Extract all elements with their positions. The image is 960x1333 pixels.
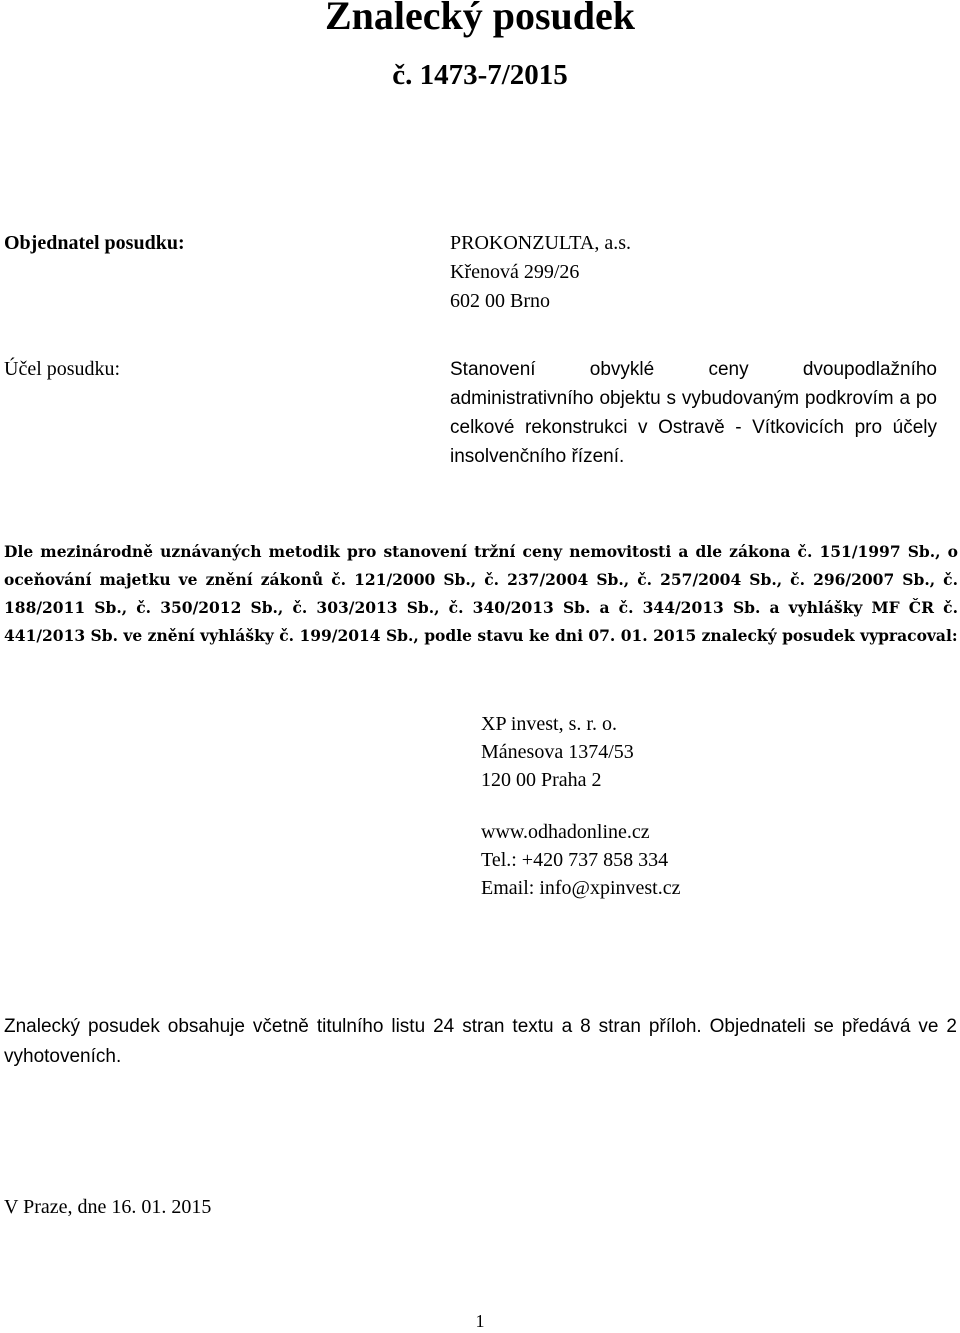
place-date: V Praze, dne 16. 01. 2015 (4, 1196, 212, 1218)
expert-street: Mánesova 1374/53 (481, 741, 634, 763)
expert-phone: Tel.: +420 737 858 334 (481, 849, 669, 871)
purpose-label: Účel posudku: (4, 358, 121, 380)
client-name: PROKONZULTA, a.s. (450, 232, 631, 254)
document-title: Znalecký posudek (324, 0, 636, 38)
client-city: 602 00 Brno (450, 290, 550, 312)
client-street: Křenová 299/26 (450, 261, 580, 283)
document-number: č. 1473-7/2015 (392, 59, 568, 91)
client-label: Objednatel posudku: (4, 232, 185, 254)
expert-city: 120 00 Praha 2 (481, 769, 602, 791)
expert-website[interactable]: www.odhadonline.cz (481, 821, 650, 843)
client-block (450, 229, 631, 316)
expert-email[interactable]: Email: info@xpinvest.cz (481, 877, 681, 899)
expert-contacts (481, 818, 680, 902)
purpose-text: Stanovení obvyklé ceny dvoupodlažního administrativního objektu s vybudovaným podkrovím a po celkové rekonstrukci v Ostravě - Vítkovicích pro účely insolvenčního řízení. (450, 359, 937, 467)
expert-address (481, 710, 634, 794)
summary-paragraph: Znalecký posudek obsahuje včetně titulního listu 24 stran textu a 8 stran příloh. Objednateli se předává ve 2 vyhotoveních. (4, 1016, 957, 1067)
page-number: 1 (475, 1311, 485, 1331)
methodology-paragraph: Dle mezinárodně uznávaných metodik pro stanovení tržní ceny nemovitosti a dle zákona č. 151/1997 Sb., o oceňování majetku ve znění zákonů č. 121/2000 Sb., č. 237/2004 Sb., č. 257/2004 Sb., č. 296/2007 Sb., č. 188/2011 Sb., č. 350/2012 Sb., č. 303/2013 Sb., č. 340/2013 Sb. a č. 344/2013 Sb. a vyhlášky MF ČR č. 441/2013 Sb. ve znění vyhlášky č. 199/2014 Sb., podle stavu ke dni 07. 01. 2015 znalecký posudek vypracoval: (4, 542, 958, 645)
expert-company: XP invest, s. r. o. (481, 713, 617, 735)
